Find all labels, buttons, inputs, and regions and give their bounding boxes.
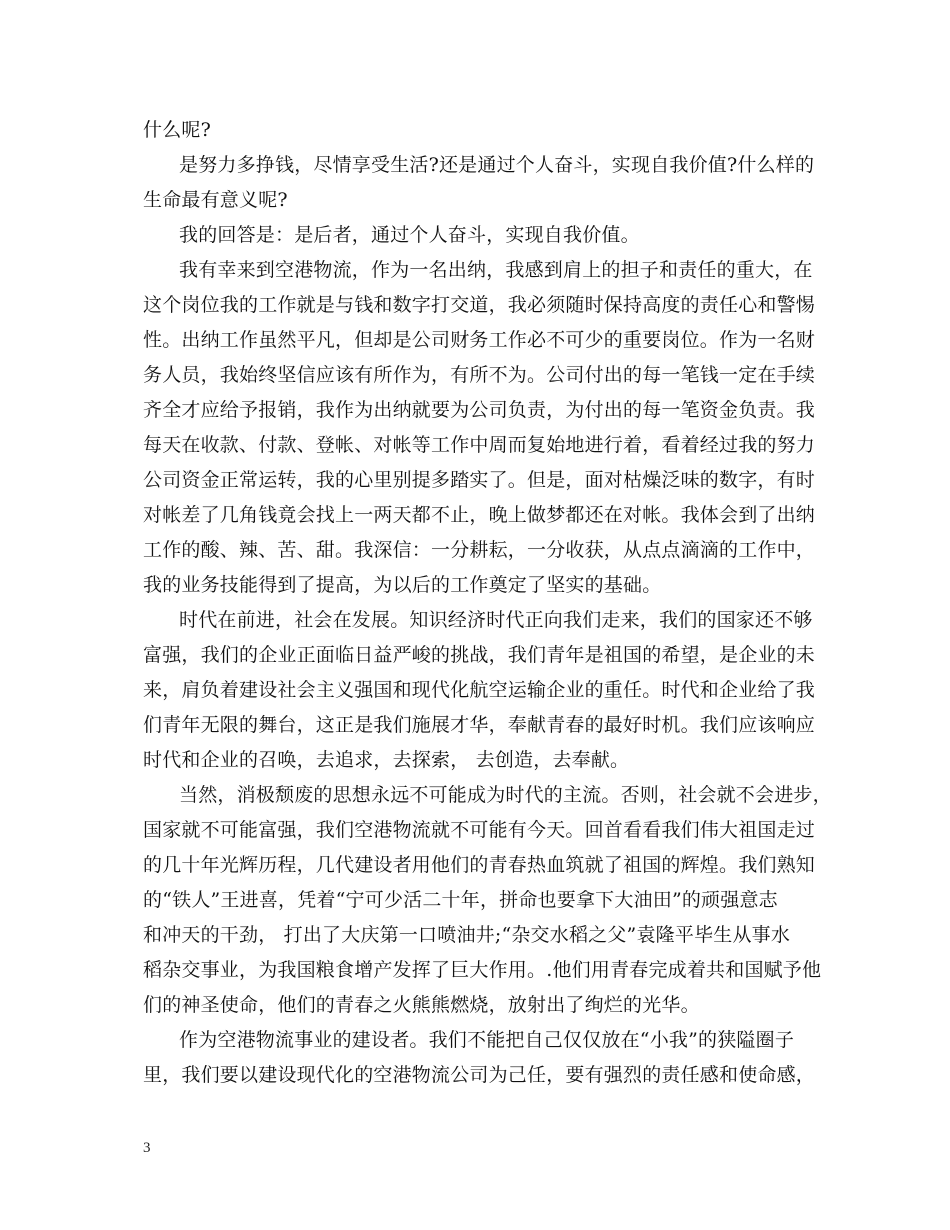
text-line: 我的业务技能得到了提高，为以后的工作奠定了坚实的基础。 xyxy=(143,574,662,596)
document-body xyxy=(143,113,832,1093)
text-line: 们的神圣使命，他们的青春之火熊熊燃烧，放射出了绚烂的光华。 xyxy=(143,994,700,1016)
text-line: 齐全才应给予报销，我作为出纳就要为公司负责，为付出的每一笔资金负责。我 xyxy=(143,399,816,421)
text-line: 公司资金正常运转，我的心里别提多踏实了。但是，面对枯燥泛味的数字，有时 xyxy=(143,469,816,491)
page-number: 3 xyxy=(143,1140,151,1156)
text-line: 生命最有意义呢? xyxy=(143,189,288,211)
text-line: 和冲天的干劲， 打出了大庆第一口喷油井;“杂交水稻之父”袁隆平毕生从事水 xyxy=(143,924,791,946)
text-line: 的几十年光辉历程，几代建设者用他们的青春热血筑就了祖国的辉煌。我们熟知 xyxy=(143,854,816,876)
text-line: 什么呢? xyxy=(143,119,211,141)
text-line: 务人员，我始终坚信应该有所作为，有所不为。公司付出的每一笔钱一定在手续 xyxy=(143,364,816,386)
text-line: 这个岗位我的工作就是与钱和数字打交道，我必须随时保持高度的责任心和警惕 xyxy=(143,294,816,316)
text-line: 是努力多挣钱，尽情享受生活?还是通过个人奋斗，实现自我价值?什么样的 xyxy=(179,154,815,176)
text-line: 我有幸来到空港物流，作为一名出纳，我感到肩上的担子和责任的重大，在 xyxy=(179,259,813,281)
text-line: 时代在前进，社会在发展。知识经济时代正向我们走来，我们的国家还不够 xyxy=(179,609,813,631)
text-line: 稻杂交事业，为我国粮食增产发挥了巨大作用。.他们用青春完成着共和国赋予他 xyxy=(143,959,822,981)
text-line: 来，肩负着建设社会主义强国和现代化航空运输企业的重任。时代和企业给了我 xyxy=(143,679,816,701)
text-line: 当然，消极颓废的思想永远不可能成为时代的主流。否则，社会就不会进步， xyxy=(179,784,832,806)
text-line: 工作的酸、辣、苦、甜。我深信：一分耕耘，一分收获，从点点滴滴的工作中， xyxy=(143,539,816,561)
text-line: 对帐差了几角钱竟会找上一两天都不止，晚上做梦都还在对帐。我体会到了出纳 xyxy=(143,504,816,526)
text-line: 作为空港物流事业的建设者。我们不能把自己仅仅放在“小我”的狭隘圈子 xyxy=(179,1029,795,1051)
text-line: 富强，我们的企业正面临日益严峻的挑战，我们青年是祖国的希望，是企业的未 xyxy=(143,644,816,666)
text-line: 的“铁人”王进喜，凭着“宁可少活二十年，拼命也要拿下大油田”的顽强意志 xyxy=(143,889,778,911)
text-line: 性。出纳工作虽然平凡，但却是公司财务工作必不可少的重要岗位。作为一名财 xyxy=(143,329,816,351)
text-line: 我的回答是：是后者，通过个人奋斗，实现自我价值。 xyxy=(179,224,640,246)
text-line: 时代和企业的召唤，去追求，去探索， 去创造，去奉献。 xyxy=(143,749,630,771)
text-line: 国家就不可能富强，我们空港物流就不可能有今天。回首看看我们伟大祖国走过 xyxy=(143,819,816,841)
text-line: 们青年无限的舞台，这正是我们施展才华，奉献青春的最好时机。我们应该响应 xyxy=(143,714,816,736)
text-line: 每天在收款、付款、登帐、对帐等工作中周而复始地进行着，看着经过我的努力 xyxy=(143,434,816,456)
text-line: 里，我们要以建设现代化的空港物流公司为己任，要有强烈的责任感和使命感， xyxy=(143,1064,816,1086)
